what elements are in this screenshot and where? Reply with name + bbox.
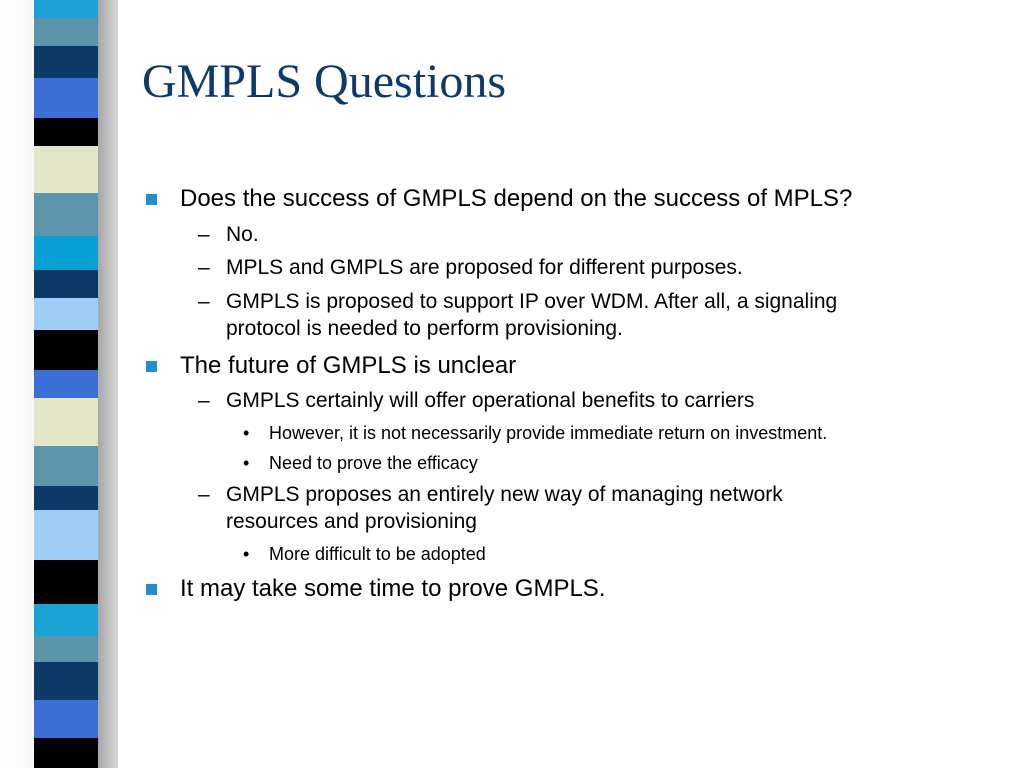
- stripe-block: [34, 370, 98, 398]
- stripe-block: [34, 0, 98, 18]
- stripe-block: [34, 636, 98, 662]
- decorative-stripe-column: [34, 0, 98, 768]
- stripe-block: [34, 486, 98, 510]
- stripe-block: [34, 46, 98, 78]
- bullet-text: It may take some time to prove GMPLS.: [180, 575, 606, 602]
- stripe-block: [34, 78, 98, 118]
- stripe-block: [34, 193, 98, 236]
- sub-sub-bullet-text: More difficult to be adopted: [269, 544, 486, 564]
- stripe-block: [34, 604, 98, 636]
- square-bullet-icon: [146, 584, 157, 595]
- square-bullet-icon: [146, 194, 157, 205]
- dash-bullet-icon: –: [198, 290, 210, 313]
- slide-title: GMPLS Questions: [142, 55, 507, 108]
- dot-bullet-icon: •: [243, 453, 250, 473]
- dash-bullet-icon: –: [198, 223, 210, 246]
- stripe-block: [34, 700, 98, 738]
- stripe-block: [34, 560, 98, 604]
- stripe-block: [34, 146, 98, 193]
- sub-sub-bullet-text: However, it is not necessarily provide immediate return on investment.: [269, 423, 828, 443]
- stripe-block: [34, 118, 98, 146]
- sub-bullet-text: GMPLS proposes an entirely new way of managing network: [226, 483, 783, 506]
- sub-bullet-text: MPLS and GMPLS are proposed for different purposes.: [226, 256, 743, 279]
- stripe-block: [34, 18, 98, 46]
- dot-bullet-icon: •: [243, 544, 250, 564]
- decorative-stripe-shadow: [98, 0, 118, 768]
- sub-bullet-text-continued: resources and provisioning: [226, 510, 477, 533]
- stripe-block: [34, 510, 98, 560]
- stripe-block: [34, 236, 98, 270]
- stripe-block: [34, 398, 98, 446]
- dash-bullet-icon: –: [198, 389, 210, 412]
- stripe-block: [34, 298, 98, 330]
- stripe-block: [34, 330, 98, 370]
- slide-body: [140, 0, 1000, 768]
- bullet-text: The future of GMPLS is unclear: [180, 352, 517, 379]
- sub-bullet-text-continued: protocol is needed to perform provisioning.: [226, 317, 623, 340]
- stripe-block: [34, 270, 98, 298]
- sub-bullet-text: GMPLS is proposed to support IP over WDM. After all, a signaling: [226, 290, 838, 313]
- bullet-text: Does the success of GMPLS depend on the success of MPLS?: [180, 185, 853, 212]
- sub-bullet-text: GMPLS certainly will offer operational benefits to carriers: [226, 389, 755, 412]
- dash-bullet-icon: –: [198, 483, 210, 506]
- sub-bullet-text: No.: [226, 223, 259, 246]
- stripe-block: [34, 446, 98, 486]
- sub-sub-bullet-text: Need to prove the efficacy: [269, 453, 478, 473]
- stripe-block: [34, 662, 98, 700]
- square-bullet-icon: [146, 361, 157, 372]
- dot-bullet-icon: •: [243, 423, 250, 443]
- dash-bullet-icon: –: [198, 256, 210, 279]
- stripe-block: [34, 738, 98, 768]
